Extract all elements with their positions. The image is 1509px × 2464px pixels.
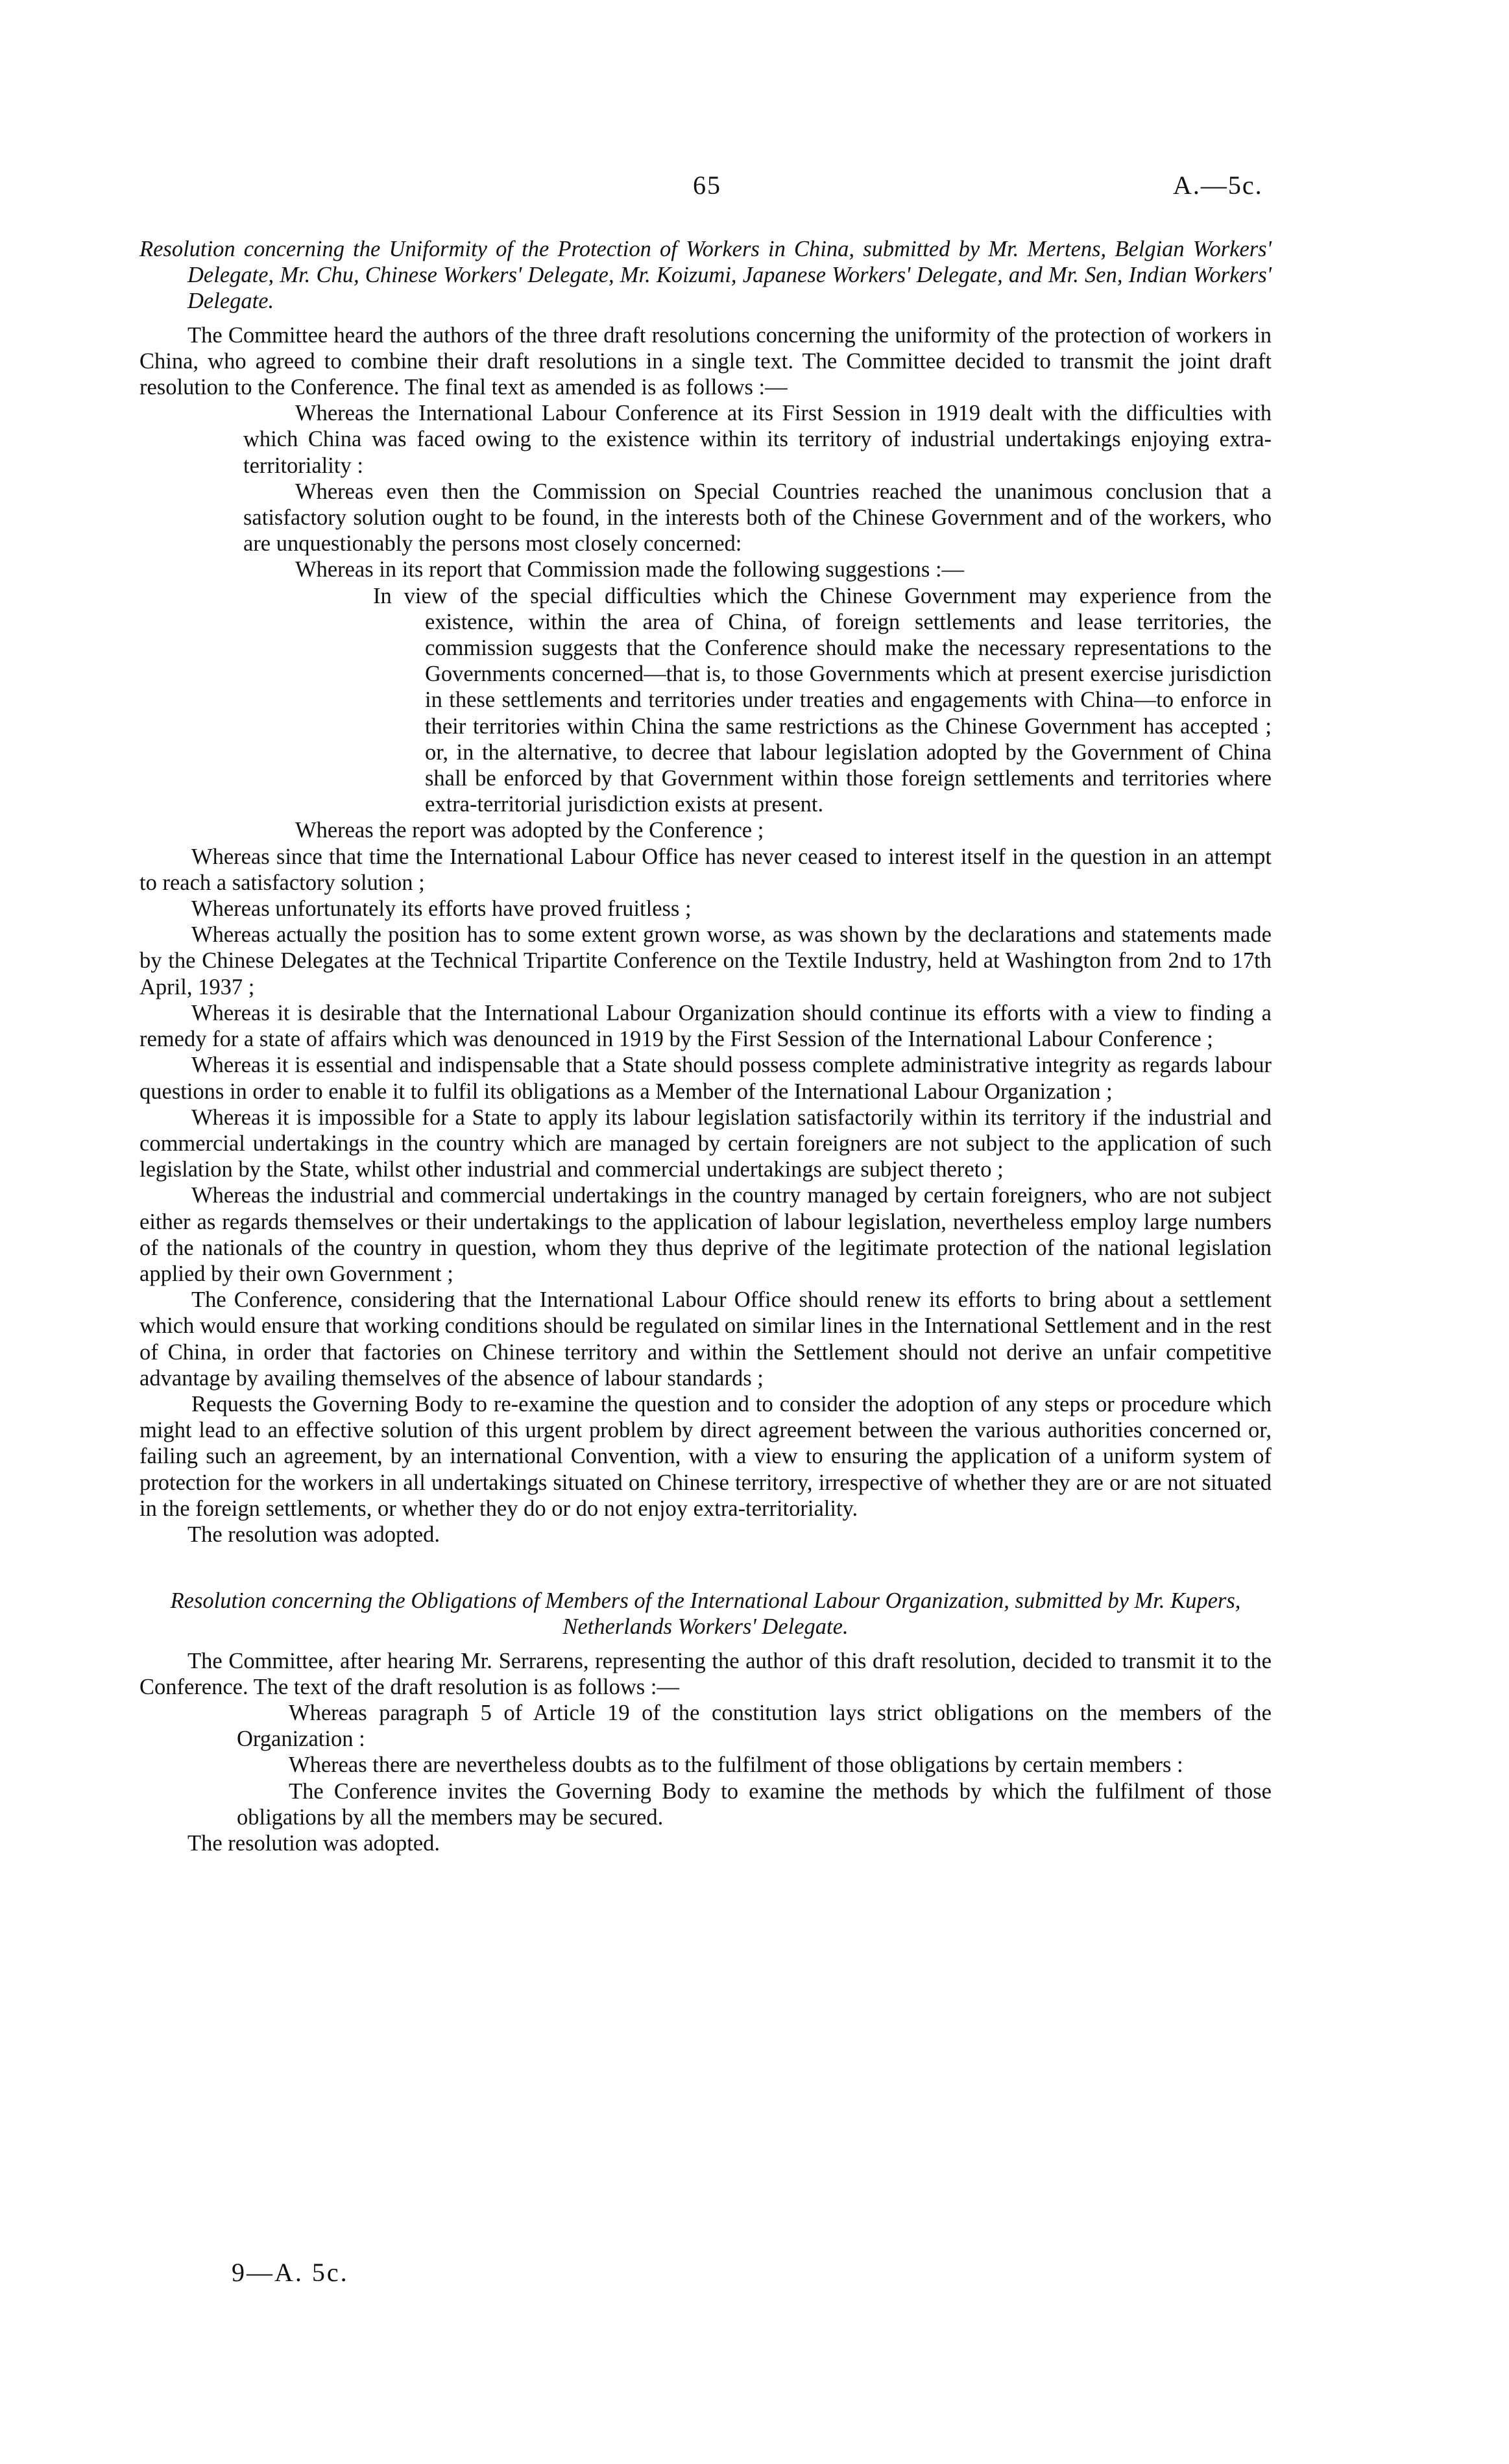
whereas-paragraph: Whereas paragraph 5 of Article 19 of the constitution lays strict obligations on the members of the Organization : xyxy=(237,1700,1272,1752)
whereas-paragraph: Whereas it is essential and indispensable that a State should possess complete administrative integrity as regards labour questions in order to enable it to fulfil its obligations as a Member of the International Labour Organization ; xyxy=(139,1053,1272,1104)
resolution-intro: The Committee heard the authors of the three draft resolutions concerning the uniformity of the protection of workers in China, who agreed to combine their draft resolutions in a single text. The Committee decided to transmit the joint draft resolution to the Conference. The final text as amended is as follows :— xyxy=(139,322,1272,400)
conference-considering-paragraph: The Conference, considering that the International Labour Office should renew its efforts to bring about a settlement which would ensure that working conditions should be regulated on similar lines in the International Settlement and in the rest of China, in order that factories on Chinese territory and within the Settlement should not derive an unfair competitive advantage by availing themselves of the absence of labour standards ; xyxy=(139,1287,1272,1391)
section-spacer xyxy=(139,1548,1272,1588)
whereas-paragraph: Whereas the industrial and commercial undertakings in the country managed by certain foreigners, who are not subject either as regards themselves or their undertakings to the application of labour legislation, nevertheless employ large numbers of the nationals of the country in question, whom they thus deprive of the legitimate protection of the national legislation applied by their own Government ; xyxy=(139,1183,1272,1286)
page-header xyxy=(0,170,1509,209)
commission-suggestion: In view of the special difficulties which the Chinese Government may experience from the existence, within the area of China, of foreign settlements and lease territories, the commission suggests that the Conference should make the necessary representations to the Governments concerned—that is, to those Governments which at present exercise jurisdiction in these settlements and territories under treaties and engagements with China—to enforce in their territories within China the same restrictions as the Chinese Government has accepted ; or, in the alternative, to decree that labour legislation adopted by the Government of China shall be enforced by that Government within those foreign settlements and territories where extra-territorial jurisdiction exists at present. xyxy=(373,583,1272,817)
resolution-heading: Resolution concerning the Uniformity of the Protection of Workers in China, submitted by Mr. Mertens, Belgian Workers' Delegate, Mr. Chu, Chinese Workers' Delegate, Mr. Koizumi, Japanese Workers' Delegate, and Mr. Sen, Indian Workers' Delegate. xyxy=(139,237,1272,314)
resolution-body xyxy=(139,844,1272,1522)
resolution-uniformity-protection-china xyxy=(139,236,1272,1548)
page-number: 65 xyxy=(693,171,721,200)
conference-invites-paragraph: The Conference invites the Governing Body to examine the methods by which the fulfilment of those obligations by all the members may be secured. xyxy=(237,1778,1272,1830)
whereas-paragraph: Whereas since that time the International Labour Office has never ceased to interest itself in the question in an attempt to reach a satisfactory solution ; xyxy=(139,844,1272,895)
whereas-paragraph: Whereas the International Labour Conference at its First Session in 1919 dealt with the difficulties with which China was faced owing to the existence within its territory of industrial undertakings enjoying extra-territoriality : xyxy=(243,401,1272,478)
adoption-note: The resolution was adopted. xyxy=(187,1522,440,1547)
whereas-paragraph: Whereas there are nevertheless doubts as to the fulfilment of those obligations by certain members : xyxy=(289,1752,1183,1778)
resolution-obligations-members xyxy=(139,1588,1272,1856)
whereas-paragraph: Whereas the report was adopted by the Conference ; xyxy=(295,818,764,843)
whereas-paragraph: Whereas it is desirable that the International Labour Organization should continue its efforts with a view to finding a remedy for a state of affairs which was denounced in 1919 by the First Session of the International Labour Conference ; xyxy=(139,1000,1272,1052)
resolution-intro: The Committee, after hearing Mr. Serrarens, representing the author of this draft resolution, decided to transmit it to the Conference. The text of the draft resolution is as follows :— xyxy=(139,1648,1272,1699)
resolution-text xyxy=(243,400,1272,582)
adoption-note: The resolution was adopted. xyxy=(187,1830,440,1856)
requests-paragraph: Requests the Governing Body to re-examine the question and to consider the adoption of any steps or procedure which might lead to an effective solution of this urgent problem by direct agreement between the various authorities concerned or, failing such an agreement, by an international Convention, with a view to ensuring the application of a uniform system of protection for the workers in all undertakings situated on Chinese territory, irrespective of whether they are or are not situated in the foreign settlements, or whether they do or do not enjoy extra-territoriality. xyxy=(139,1391,1272,1521)
resolution-text-continued xyxy=(243,817,1272,843)
whereas-paragraph: Whereas even then the Commission on Special Countries reached the unanimous conclusion that a satisfactory solution ought to be found, in the interests both of the Chinese Government and of the workers, who are unquestionably the persons most closely concerned: xyxy=(243,479,1272,556)
whereas-paragraph: Whereas it is impossible for a State to apply its labour legislation satisfactorily within its territory if the industrial and commercial undertakings in the country which are managed by certain foreigners are not subject to the application of such legislation by the State, whilst other industrial and commercial undertakings are subject thereto ; xyxy=(139,1105,1272,1182)
whereas-paragraph: Whereas in its report that Commission made the following suggestions :— xyxy=(295,557,965,582)
signature-mark: 9—A. 5c. xyxy=(232,2258,349,2287)
resolution-text xyxy=(237,1700,1272,1830)
resolution-heading: Resolution concerning the Obligations of Members of the International Labour Organization, submitted by Mr. Kupers, Netherlands Workers' Delegate. xyxy=(170,1588,1241,1640)
page-content xyxy=(139,236,1272,1856)
document-reference: A.—5c. xyxy=(1173,171,1263,200)
whereas-paragraph: Whereas actually the position has to some extent grown worse, as was shown by the declarations and statements made by the Chinese Delegates at the Technical Tripartite Conference on the Textile Industry, held at Washington from 2nd to 17th April, 1937 ; xyxy=(139,922,1272,999)
whereas-paragraph: Whereas unfortunately its efforts have proved fruitless ; xyxy=(191,896,692,922)
